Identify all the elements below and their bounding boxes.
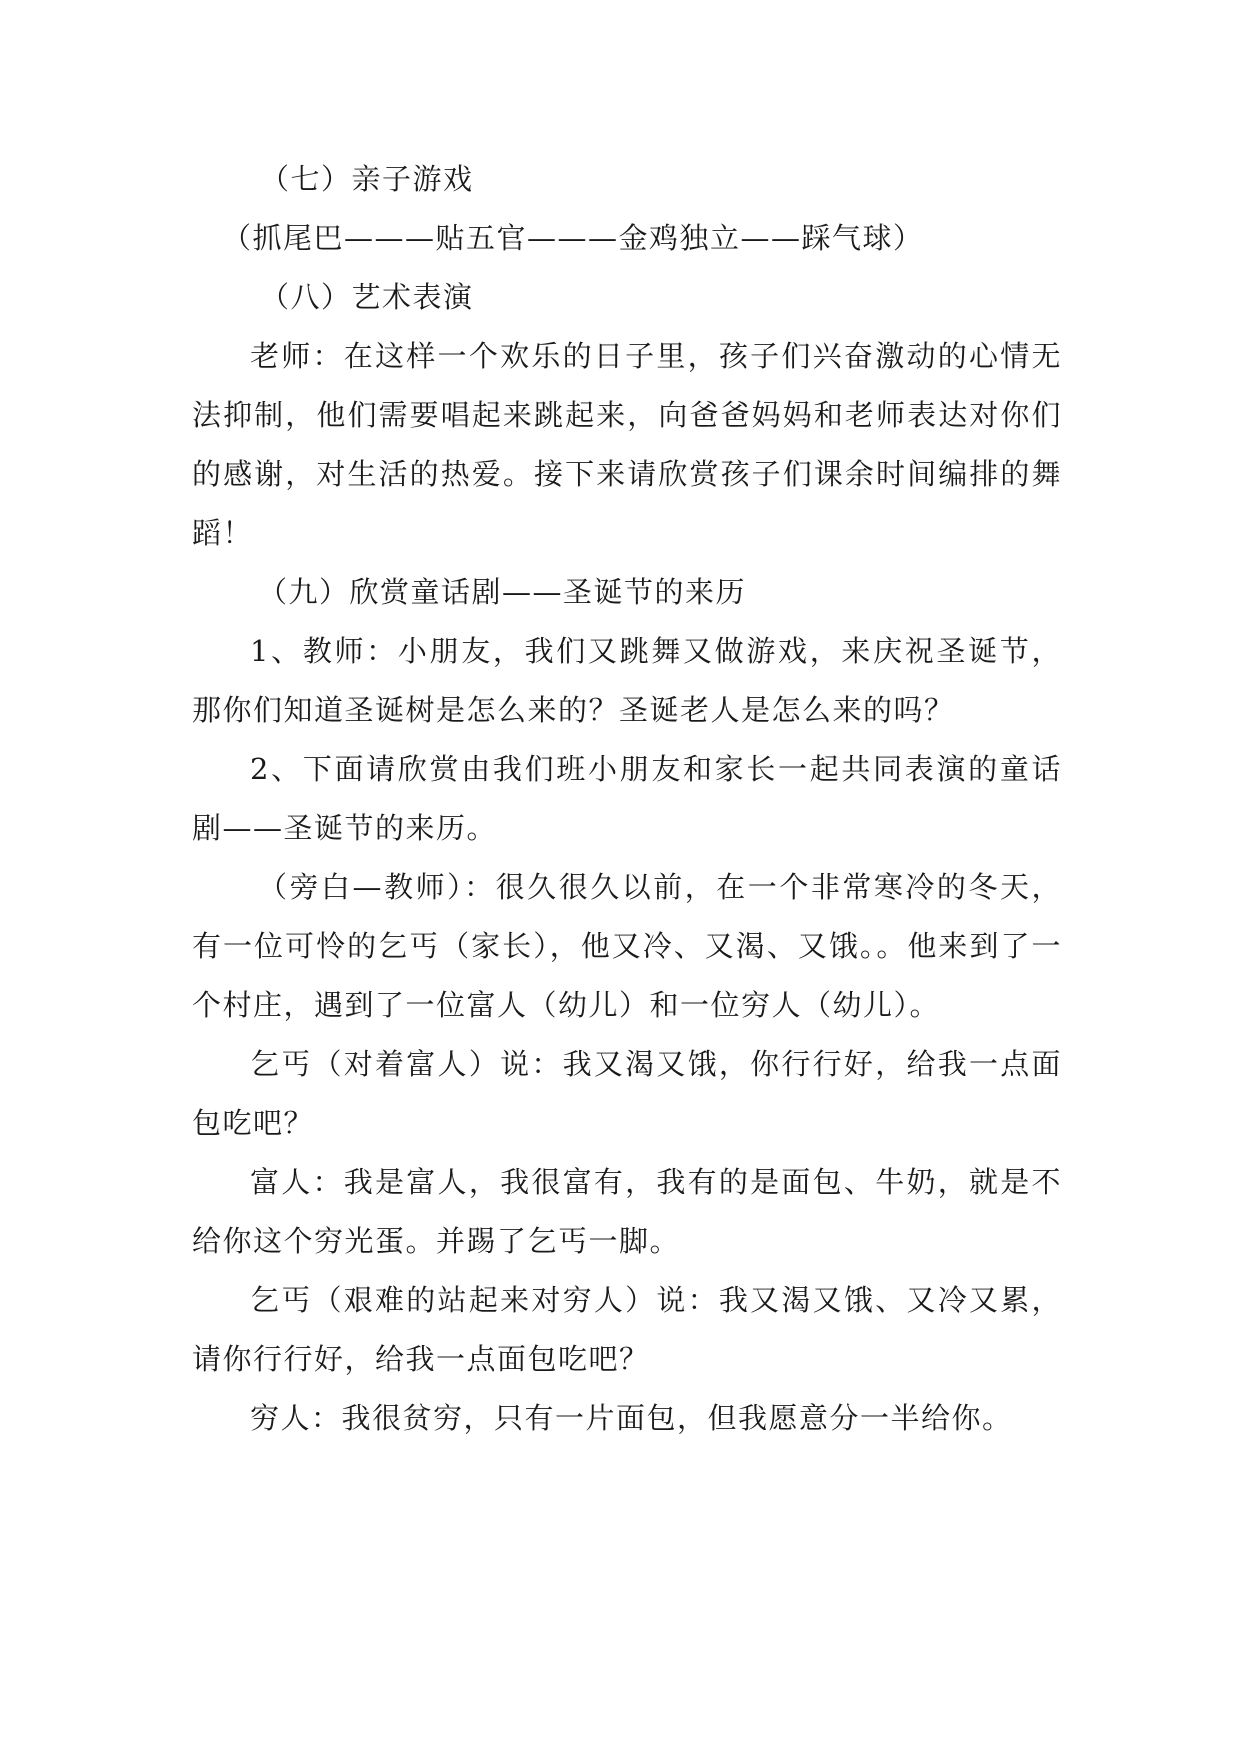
narration: （旁白—教师）：很久很久以前，在一个非常寒冷的冬天，有一位可怜的乞丐（家长），他又冷、又渴、又饿。。他来到了一个村庄，遇到了一位富人（幼儿）和一位穷人（幼儿）。 <box>192 870 1062 1022</box>
poor-man-line: 穷人：我很贫穷，只有一片面包，但我愿意分一半给你。 <box>250 1401 1013 1435</box>
section-heading-9: （九）欣赏童话剧——圣诞节的来历 <box>258 575 747 609</box>
section-heading-8: （八）艺术表演 <box>260 280 474 314</box>
section-heading-7: （七）亲子游戏 <box>260 162 474 196</box>
game-list: （抓尾巴———贴五官———金鸡独立——踩气球） <box>222 221 924 255</box>
rich-man-line: 富人：我是富人，我很富有，我有的是面包、牛奶，就是不给你这个穷光蛋。并踢了乞丐一脚。 <box>192 1165 1062 1258</box>
item-2: 2、下面请欣赏由我们班小朋友和家长一起共同表演的童话剧——圣诞节的来历。 <box>192 752 1062 845</box>
beggar-line-2: 乞丐（艰难的站起来对穷人）说：我又渴又饿、又冷又累，请你行行好，给我一点面包吃吧？ <box>192 1283 1062 1376</box>
beggar-line-1: 乞丐（对着富人）说：我又渴又饿，你行行好，给我一点面包吃吧？ <box>192 1047 1062 1140</box>
document-body <box>192 150 1062 1448</box>
teacher-speech: 老师：在这样一个欢乐的日子里，孩子们兴奋激动的心情无法抑制，他们需要唱起来跳起来，向爸爸妈妈和老师表达对你们的感谢，对生活的热爱。接下来请欣赏孩子们课余时间编排的舞蹈！ <box>192 339 1062 550</box>
item-1: 1、教师：小朋友，我们又跳舞又做游戏，来庆祝圣诞节，那你们知道圣诞树是怎么来的？圣诞老人是怎么来的吗？ <box>192 634 1062 727</box>
